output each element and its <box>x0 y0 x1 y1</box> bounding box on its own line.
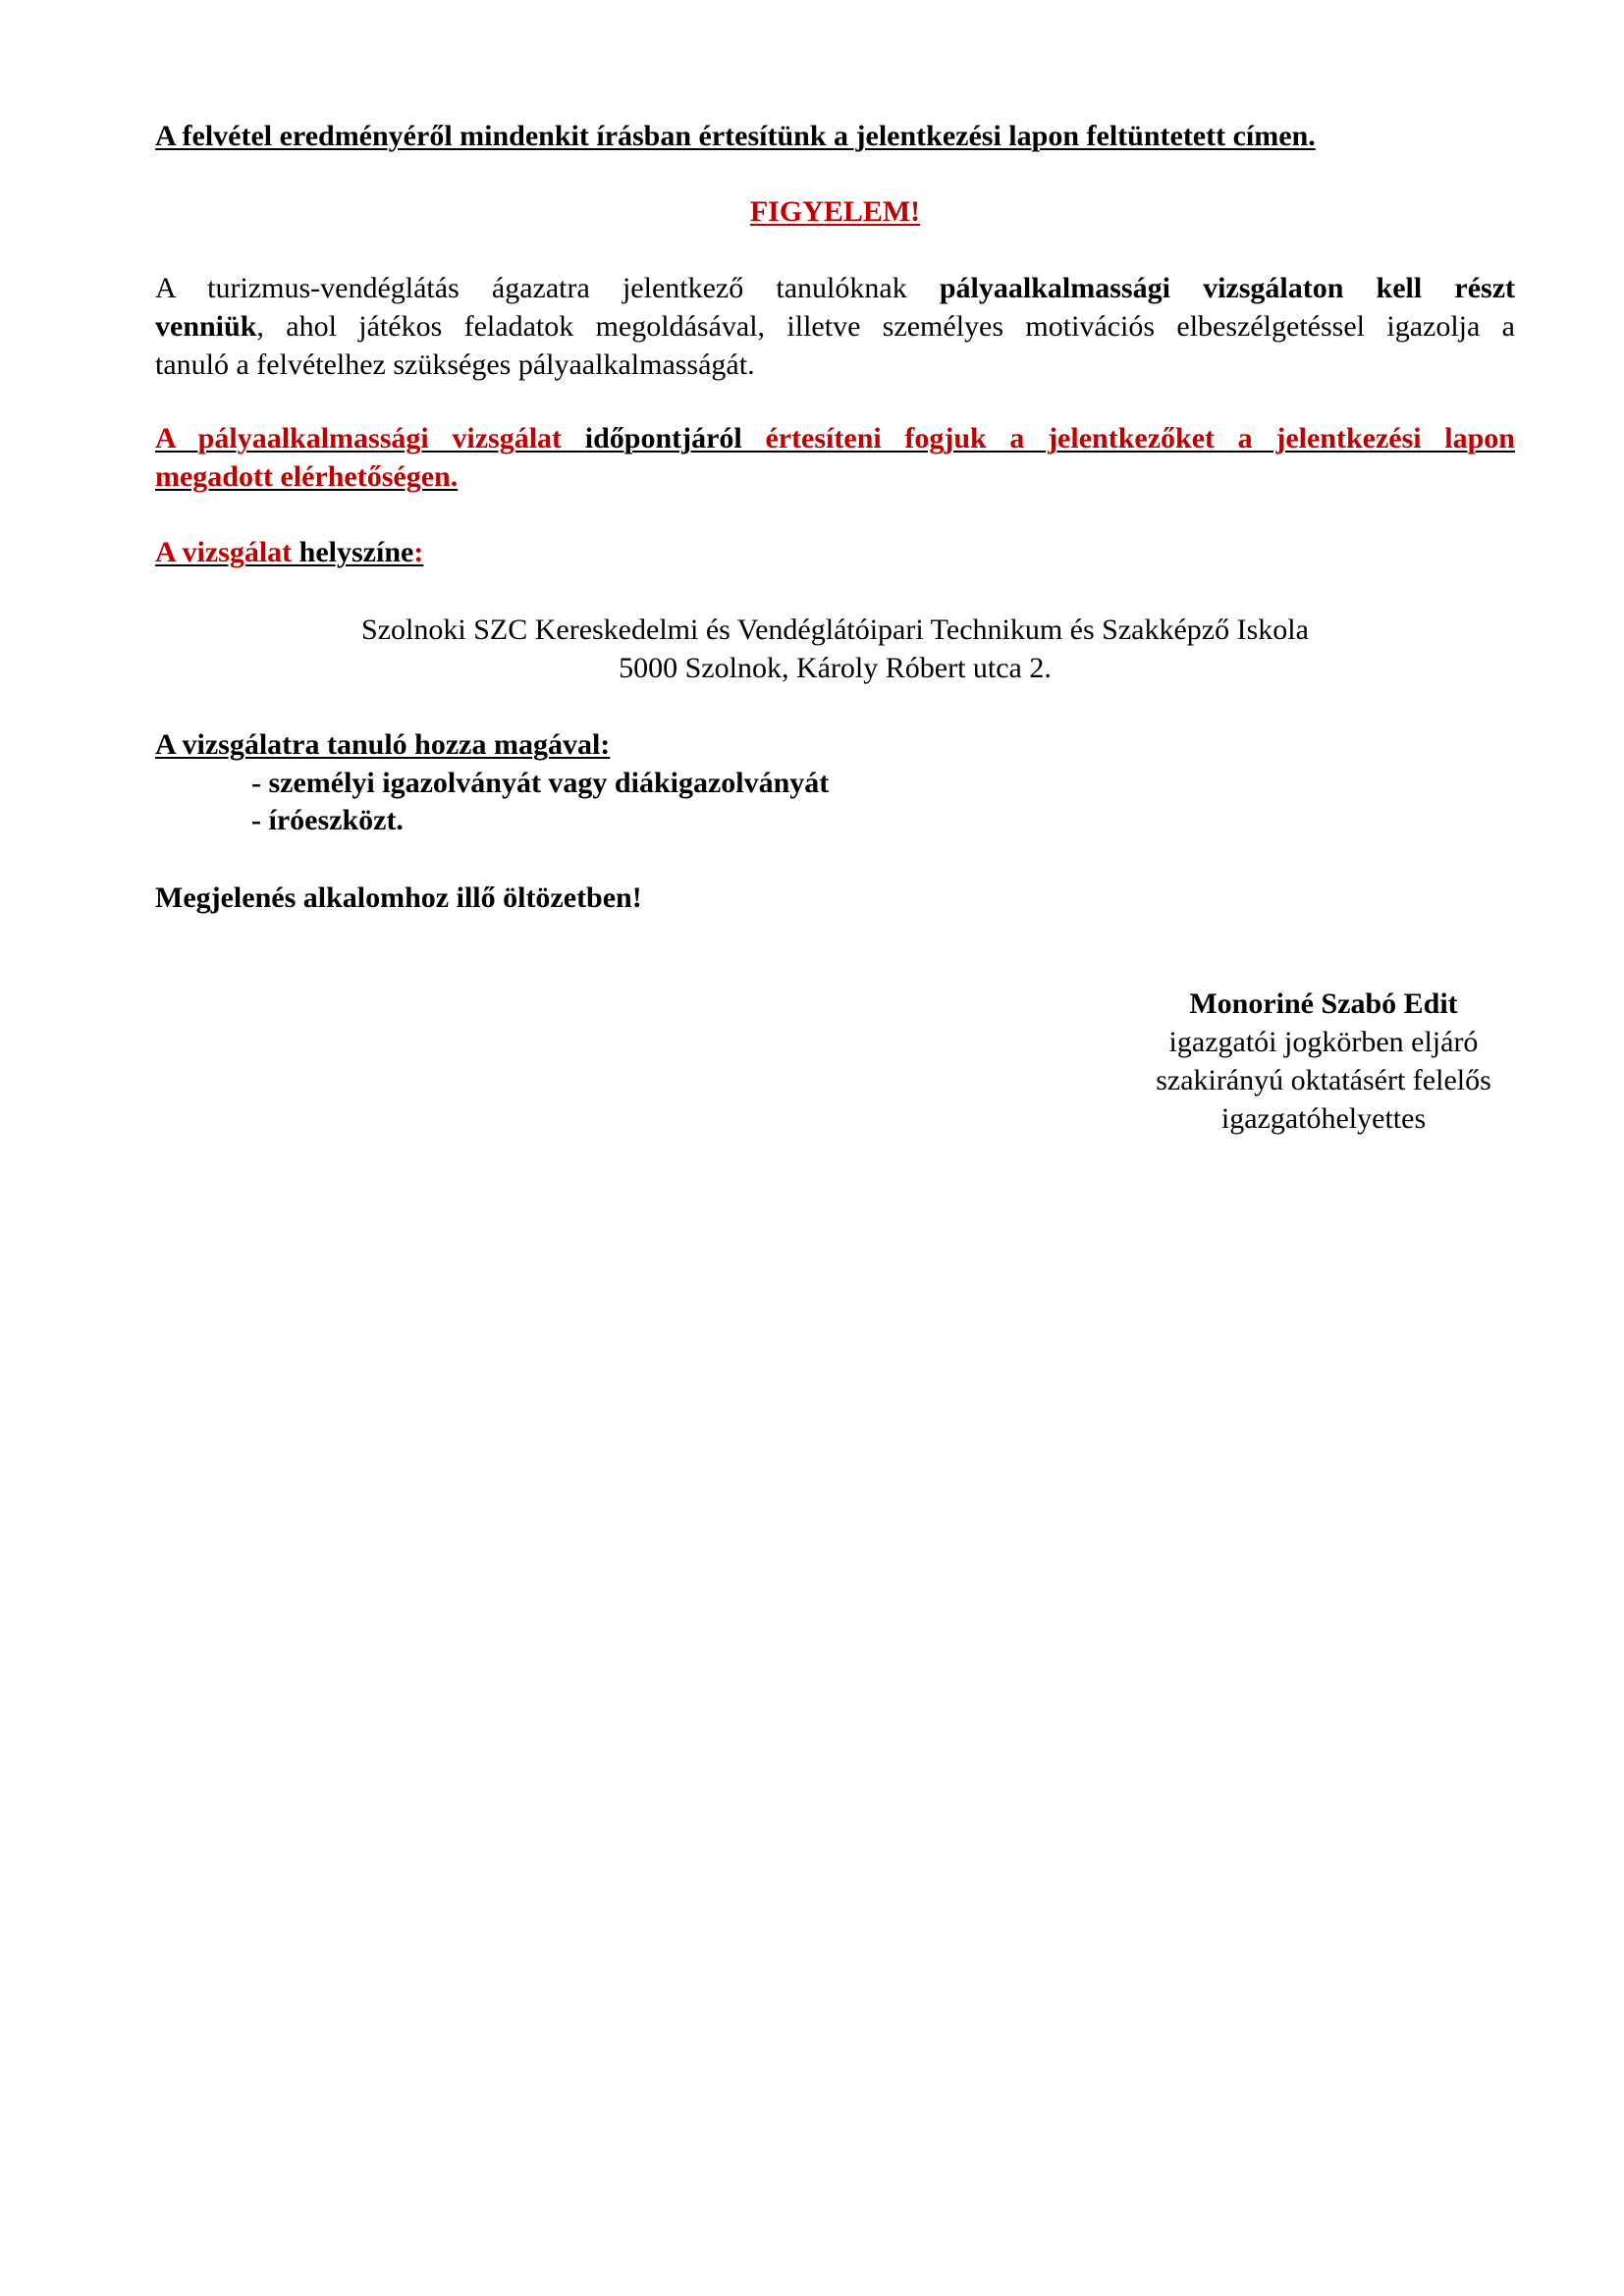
intro-line-2 <box>155 307 1515 346</box>
date-notice-text-2: időpontjáról <box>584 422 766 454</box>
bring-item: - személyi igazolványát vagy diákigazolványát <box>251 767 830 799</box>
location-label <box>155 535 423 570</box>
signature-block <box>1137 985 1510 1138</box>
location-label-colon: : <box>413 536 424 568</box>
intro-text-2: , ahol játékos feladatok megoldásával, illetve személyes motivációs elbeszélgetéssel igazolja a <box>256 310 1515 343</box>
date-notice-text-3: értesíteni fogjuk a jelentkezőket a jelentkezési lapon <box>765 422 1515 454</box>
intro-bold-1: pályaalkalmassági vizsgálaton kell részt <box>939 272 1515 304</box>
bring-item: - íróeszközt. <box>251 804 404 836</box>
date-notice-line-1 <box>155 419 1515 457</box>
intro-paragraph <box>155 269 1515 384</box>
school-name: Szolnoki SZC Kereskedelmi és Vendéglátóipari Technikum és Szakképző Iskola <box>361 614 1309 646</box>
result-notice: A felvétel eredményéről mindenkit írásban értesítünk a jelentkezési lapon feltüntetett címen. <box>155 120 1316 152</box>
school-address: 5000 Szolnok, Károly Róbert utca 2. <box>619 652 1052 684</box>
intro-line-3: tanuló a felvételhez szükséges pályaalkalmasságát. <box>155 348 755 381</box>
intro-bold-2: venniük <box>155 310 257 343</box>
signature-title-2: szakirányú oktatásért felelős <box>1156 1064 1491 1096</box>
date-notice <box>155 419 1515 496</box>
date-notice-line-2: megadott elérhetőségen. <box>155 460 459 493</box>
signature-title-1: igazgatói jogkörben eljáró <box>1168 1026 1479 1058</box>
signature-name: Monoriné Szabó Edit <box>1189 988 1458 1020</box>
signature-title-3: igazgatóhelyettes <box>1220 1102 1427 1135</box>
date-notice-text-1: A pályaalkalmassági vizsgálat <box>155 422 585 454</box>
intro-line-1 <box>155 269 1515 307</box>
location-label-red: A vizsgálat <box>155 536 299 568</box>
intro-text-1: A turizmus-vendéglátás ágazatra jelentkező tanulóknak <box>155 272 940 304</box>
location-label-black: helyszíne <box>298 536 414 568</box>
bring-heading: A vizsgálatra tanuló hozza magával: <box>155 728 611 761</box>
attention-heading: FIGYELEM! <box>749 195 921 228</box>
dress-code: Megjelenés alkalomhoz illő öltözetben! <box>155 881 642 914</box>
